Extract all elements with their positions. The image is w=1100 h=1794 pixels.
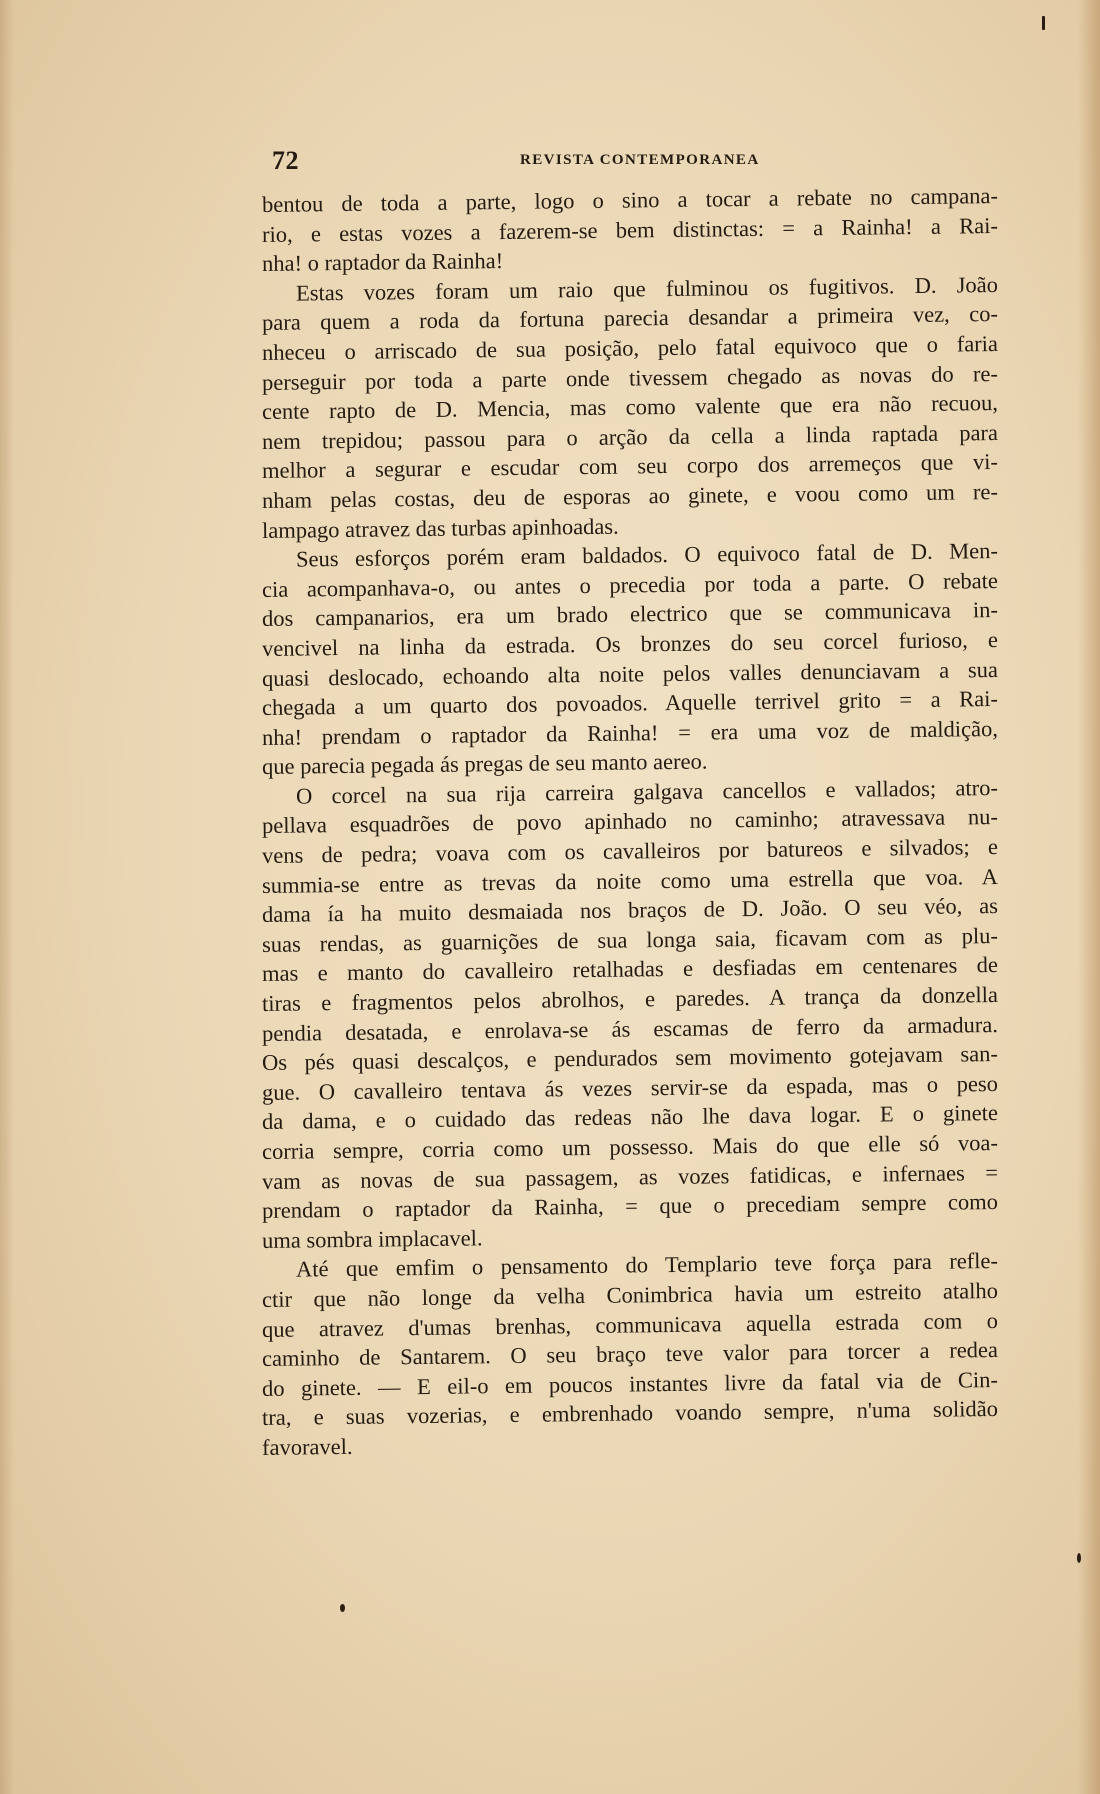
text-line: ctir que não longe da velha Conimbrica havia um estreito atalho [261,1277,999,1312]
running-title: REVISTA CONTEMPORANEA [520,152,760,168]
text-line: Até que emfim o pensamento do Templario teve força para refle- [295,1248,999,1282]
body-text [261,183,999,1463]
page-edge-shadow-right [1078,0,1100,1794]
text-line: que parecia pegada ás pregas de seu manto aereo. [261,748,708,780]
text-line: nham pelas costas, deu de esporas ao ginete, e voou como um re- [261,478,999,513]
text-line: nheceu o arriscado de sua posição, pelo fatal equivoco que o faria [261,330,999,365]
text-line: O corcel na sua rija carreira galgava cancellos e vallados; atro- [295,774,999,809]
text-line: lampago atravez das turbas apinhoadas. [261,513,619,543]
text-line: tra, e suas vozerias, e embrenhado voando sempre, n'uma solidão [261,1396,999,1431]
text-line: perseguir por toda a parte onde tivessem chegado as novas do re- [261,360,999,395]
text-line: Seus esforços porém eram baldados. O equivoco fatal de D. Men- [295,538,999,572]
text-line: nha! o raptador da Rainha! [261,248,504,277]
text-line: chegada a um quarto dos povoados. Aquelle terrivel grito = a Rai- [261,686,999,721]
text-line: vam as novas de sua passagem, as vozes fatidicas, e infernaes = [261,1159,999,1194]
page-number: 72 [272,146,299,175]
text-line: pellava esquadrões de povo apinhado no caminho; atravessava nu- [261,804,999,839]
text-line: summia-se entre as trevas da noite como uma estrella que voa. A [261,863,999,898]
text-line: cente rapto de D. Mencia, mas como valente que era não recuou, [261,390,999,425]
text-line: vens de pedra; voava com os cavalleiros por batureos e silvados; e [261,834,999,869]
page-edge-shadow-left [0,0,14,1794]
text-line: nha! prendam o raptador da Rainha! = era uma voz de maldição, [261,715,999,750]
text-line: caminho de Santarem. O seu braço teve valor para torcer a redea [261,1337,999,1372]
page-header [272,146,984,176]
text-line: nem trepidou; passou para o arção da cella a linda raptada para [261,419,999,454]
text-line: uma sombra implacavel. [261,1225,483,1253]
text-line: pendia desatada, e enrolava-se ás escamas de ferro da armadura. [261,1011,999,1046]
text-line: tiras e fragmentos pelos abrolhos, e paredes. A trança da donzella [261,982,999,1017]
text-line: Estas vozes foram um raio que fulminou os fugitivos. D. João [295,271,999,306]
text-line: quasi deslocado, echoando alta noite pelos valles denunciavam a sua [261,656,999,691]
ink-speck [1077,1553,1081,1563]
text-line: Os pés quasi descalços, e pendurados sem movimento gotejavam san- [261,1041,999,1076]
ink-speck [340,1604,345,1612]
text-line: corria sempre, corria como um possesso. Mais do que elle só voa- [261,1130,999,1164]
text-line: rio, e estas vozes a fazerem-se bem distinctas: = a Rainha! a Rai- [261,212,999,247]
text-line: mas e manto do cavalleiro retalhadas e desfiadas em centenares de [261,952,999,987]
text-line: dama ía ha muito desmaiada nos braços de D. João. O seu véo, as [261,893,999,928]
ink-speck [1042,16,1045,30]
text-line: da dama, e o cuidado das redeas não lhe dava logar. E o ginete [261,1100,999,1135]
text-line: melhor a segurar e escudar com seu corpo dos arremeços que vi- [261,449,999,484]
text-line: favoravel. [261,1433,353,1460]
text-line: bentou de toda a parte, logo o sino a tocar a rebate no campana- [261,183,999,217]
text-line: suas rendas, as guarnições de sua longa saia, ficavam com as plu- [261,922,999,957]
text-line: cia acompanhava-o, ou antes o precedia por toda a parte. O rebate [261,567,999,602]
text-line: do ginete. — E eil-o em poucos instantes livre da fatal via de Cin- [261,1366,999,1401]
text-line: dos campanarios, era um brado electrico que se communicava in- [261,597,999,632]
text-line: gue. O cavalleiro tentava ás vezes servir-se da espada, mas o peso [261,1070,999,1105]
text-line: prendam o raptador da Rainha, = que o precediam sempre como [261,1189,999,1224]
text-line: que atravez d'umas brenhas, communicava aquella estrada com o [261,1307,999,1342]
text-line: para quem a roda da fortuna parecia desandar a primeira vez, co- [261,301,999,336]
text-line: vencivel na linha da estrada. Os bronzes do seu corcel furioso, e [261,626,999,661]
